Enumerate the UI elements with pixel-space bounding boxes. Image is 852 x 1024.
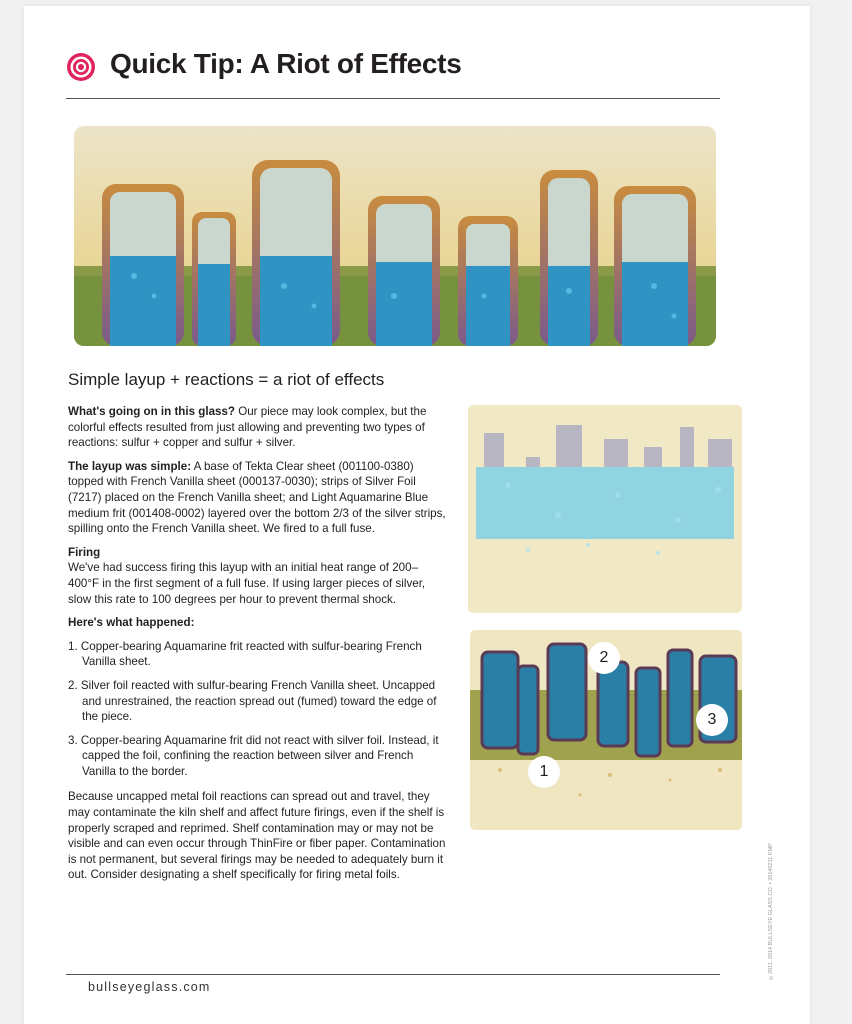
layup-text: A base of Tekta Clear sheet (001100-0380) topped with French Vanilla sheet (000137-0030); strips of Silver Foil (7217) placed on the French Vanilla sheet; and Light Aquamarine Blue medium frit (001408-0002) layered over the bottom 2/3 of the silver strips, spilling onto the French Vanilla sheet. We fired to a full fuse. [68, 459, 446, 536]
intro-text: Our piece may look complex, but the colorful effects resulted from just allowing and preventing two types of reactions: sulfur + copper and sulfur + silver. [68, 405, 427, 450]
before-firing-photo [468, 405, 742, 613]
figure-label-1: 1 [528, 756, 560, 788]
firing-heading: Firing [68, 545, 101, 559]
intro-paragraph [68, 404, 448, 451]
layup-paragraph [68, 459, 448, 537]
page-header [66, 48, 720, 99]
list-item: 2. Silver foil reacted with sulfur-bearing French Vanilla sheet. Uncapped and unrestrained, the reaction spread out (fumed) toward the edge of the piece. [68, 678, 437, 724]
firing-text: We've had success firing this layup with an initial heat range of 200–400°F in the first segment of a full fuse. If using larger pieces of silver, slow this rate to 100 degrees per hour to prevent thermal shock. [68, 561, 426, 606]
section-subtitle: Simple layup + reactions = a riot of effects [68, 370, 385, 389]
firing-paragraph [68, 545, 448, 607]
layup-lead: The layup was simple: [68, 459, 192, 473]
happened-heading [68, 615, 448, 631]
page-footer [66, 974, 720, 994]
list-item: 3. Copper-bearing Aquamarine frit did not react with silver foil. Instead, it capped the foil, confining the reaction between silver and French Vanilla to the border. [68, 733, 439, 778]
footer-url[interactable]: bullseyeglass.com [88, 980, 211, 994]
reactions-list [68, 639, 448, 780]
page-title: Quick Tip: A Riot of Effects [110, 48, 462, 79]
hero-glass-photo [74, 126, 716, 346]
after-firing-photo [470, 630, 742, 830]
target-logo-icon [66, 52, 96, 82]
list-item: 1. Copper-bearing Aquamarine frit reacted with sulfur-bearing French Vanilla sheet. [68, 639, 422, 669]
closing-paragraph: Because uncapped metal foil reactions can spread out and travel, they may contaminate the kiln shelf and affect future firings, even if the shelf is properly scraped and reprimed. Shelf contamination may or may not be visible and can even occur through ThinFire or fiber paper. Contamination is not permanent, but several firings may be needed to adequately burn it out. Consider designating a shelf specifically for firing metal foils. [68, 790, 446, 882]
figure-label-3: 3 [696, 704, 728, 736]
intro-lead: What's going on in this glass? [68, 405, 235, 418]
happened-heading-text: Here's what happened: [68, 616, 195, 630]
copyright-note: ©2011, 2014 BULLSEYE GLASS CO. • 20140211 KMP [768, 843, 774, 980]
figure-label-2: 2 [588, 642, 620, 674]
article-body [68, 404, 448, 891]
